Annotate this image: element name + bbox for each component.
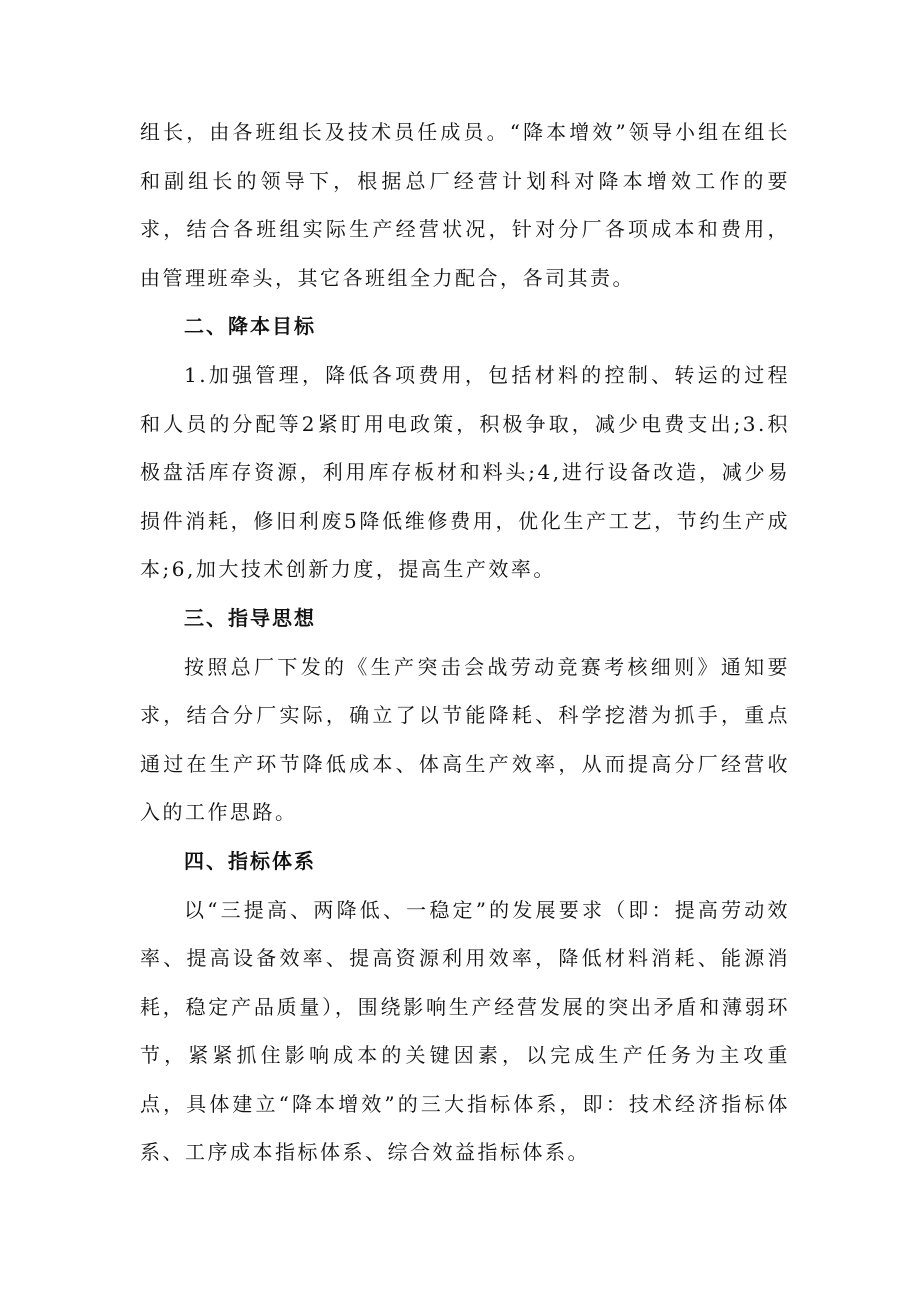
document-page: [140, 108, 790, 1177]
section-heading-guiding-idea: 三、指导思想: [184, 605, 316, 630]
section-heading-cost-goals: 二、降本目标: [184, 314, 316, 339]
paragraph-guiding-idea: 按照总厂下发的《生产突击会战劳动竞赛考核细则》通知要求，结合分厂实际，确立了以节能降耗、科学挖潜为抓手，重点通过在生产环节降低成本、体高生产效率，从而提高分厂经营收入的工作思路。: [140, 654, 790, 825]
paragraph-cost-goals: 1.加强管理，降低各项费用，包括材料的控制、转运的过程和人员的分配等2紧盯用电政策，积极争取，减少电费支出;3.积极盘活库存资源，利用库存板材和料头;4,进行设备改造，减少易损件消耗，修旧利废5降低维修费用，优化生产工艺，节约生产成本;6,加大技术创新力度，提高生产效率。: [140, 362, 790, 582]
paragraph-indicator-system: 以“三提高、两降低、一稳定”的发展要求（即：提高劳动效率、提高设备效率、提高资源利用效率，降低材料消耗、能源消耗，稳定产品质量），围绕影响生产经营发展的突出矛盾和薄弱环节，紧紧抓住影响成本的关键因素，以完成生产任务为主攻重点，具体建立“降本增效”的三大指标体系，即：技术经济指标体系、工序成本指标体系、综合效益指标体系。: [140, 897, 790, 1165]
paragraph-leading-group: 组长，由各班组长及技术员任成员。“降本增效”领导小组在组长和副组长的领导下，根据总厂经营计划科对降本增效工作的要求，结合各班组实际生产经营状况，针对分厂各项成本和费用，由管理班牵头，其它各班组全力配合，各司其责。: [140, 120, 790, 290]
section-heading-indicator-system: 四、指标体系: [184, 848, 316, 873]
